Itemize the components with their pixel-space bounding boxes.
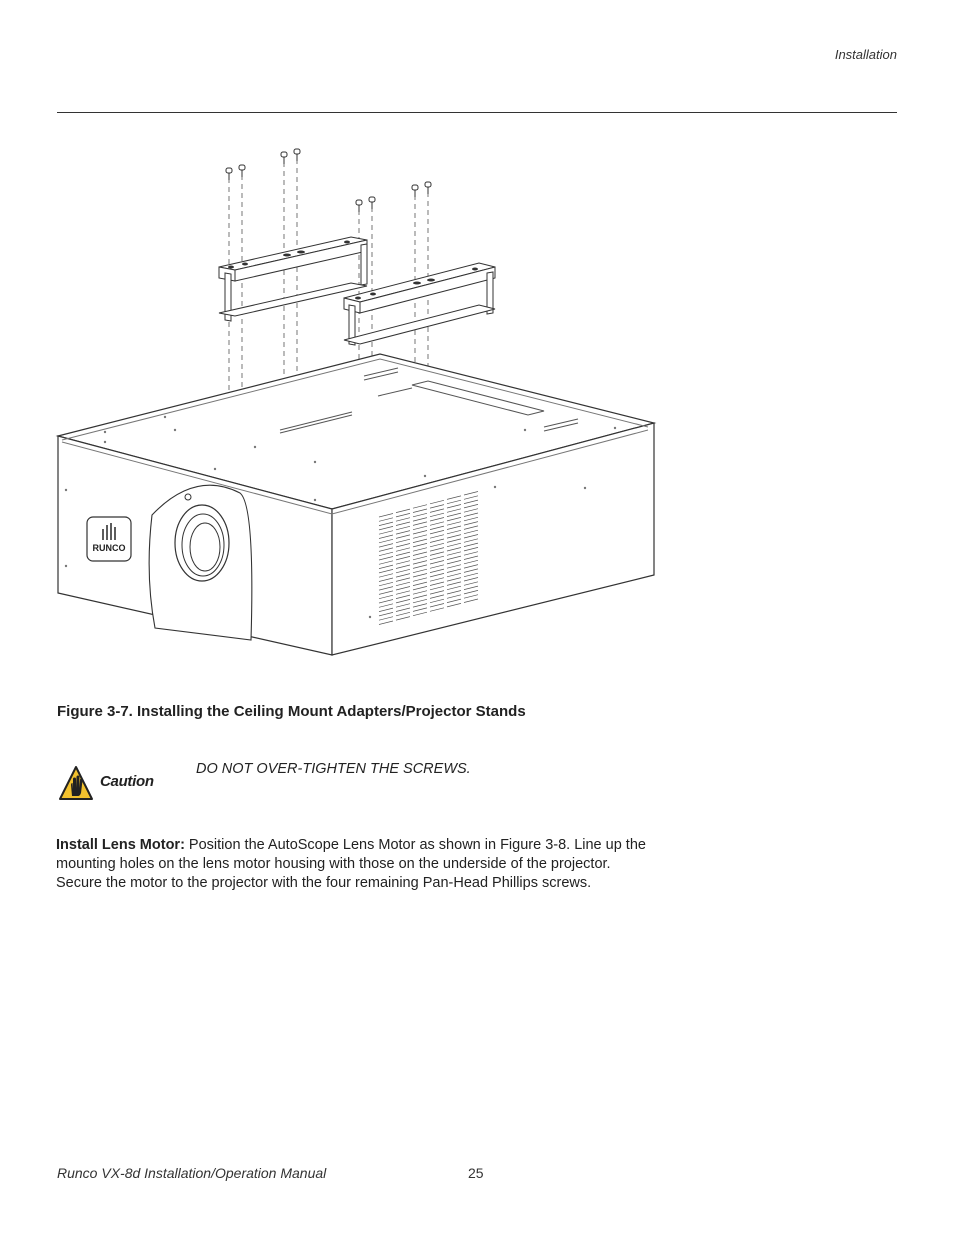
caution-hand-icon (58, 765, 94, 801)
projector-mount-illustration (55, 145, 660, 660)
running-header: Installation (834, 47, 897, 62)
install-lens-motor-paragraph (56, 836, 656, 893)
paragraph-lead: Install Lens Motor: (56, 837, 185, 853)
header-rule (57, 112, 897, 113)
figure-caption: Figure 3-7. Installing the Ceiling Mount Adapters/Projector Stands (57, 703, 526, 720)
caution-label: Caution (100, 773, 154, 790)
page-number: 25 (468, 1165, 484, 1181)
footer-manual-title: Runco VX-8d Installation/Operation Manual (57, 1165, 327, 1181)
paragraph-text: Position the AutoScope Lens Motor as shown in Figure 3-8. Line up the mounting holes on the lens motor housing with those on the underside of the projector. Secure the motor to the projector with the four remaining Pan-Head Phillips screws. (56, 837, 646, 891)
caution-text: DO NOT OVER-TIGHTEN THE SCREWS. (196, 761, 471, 777)
runco-logo-text: RUNCO (92, 543, 126, 553)
